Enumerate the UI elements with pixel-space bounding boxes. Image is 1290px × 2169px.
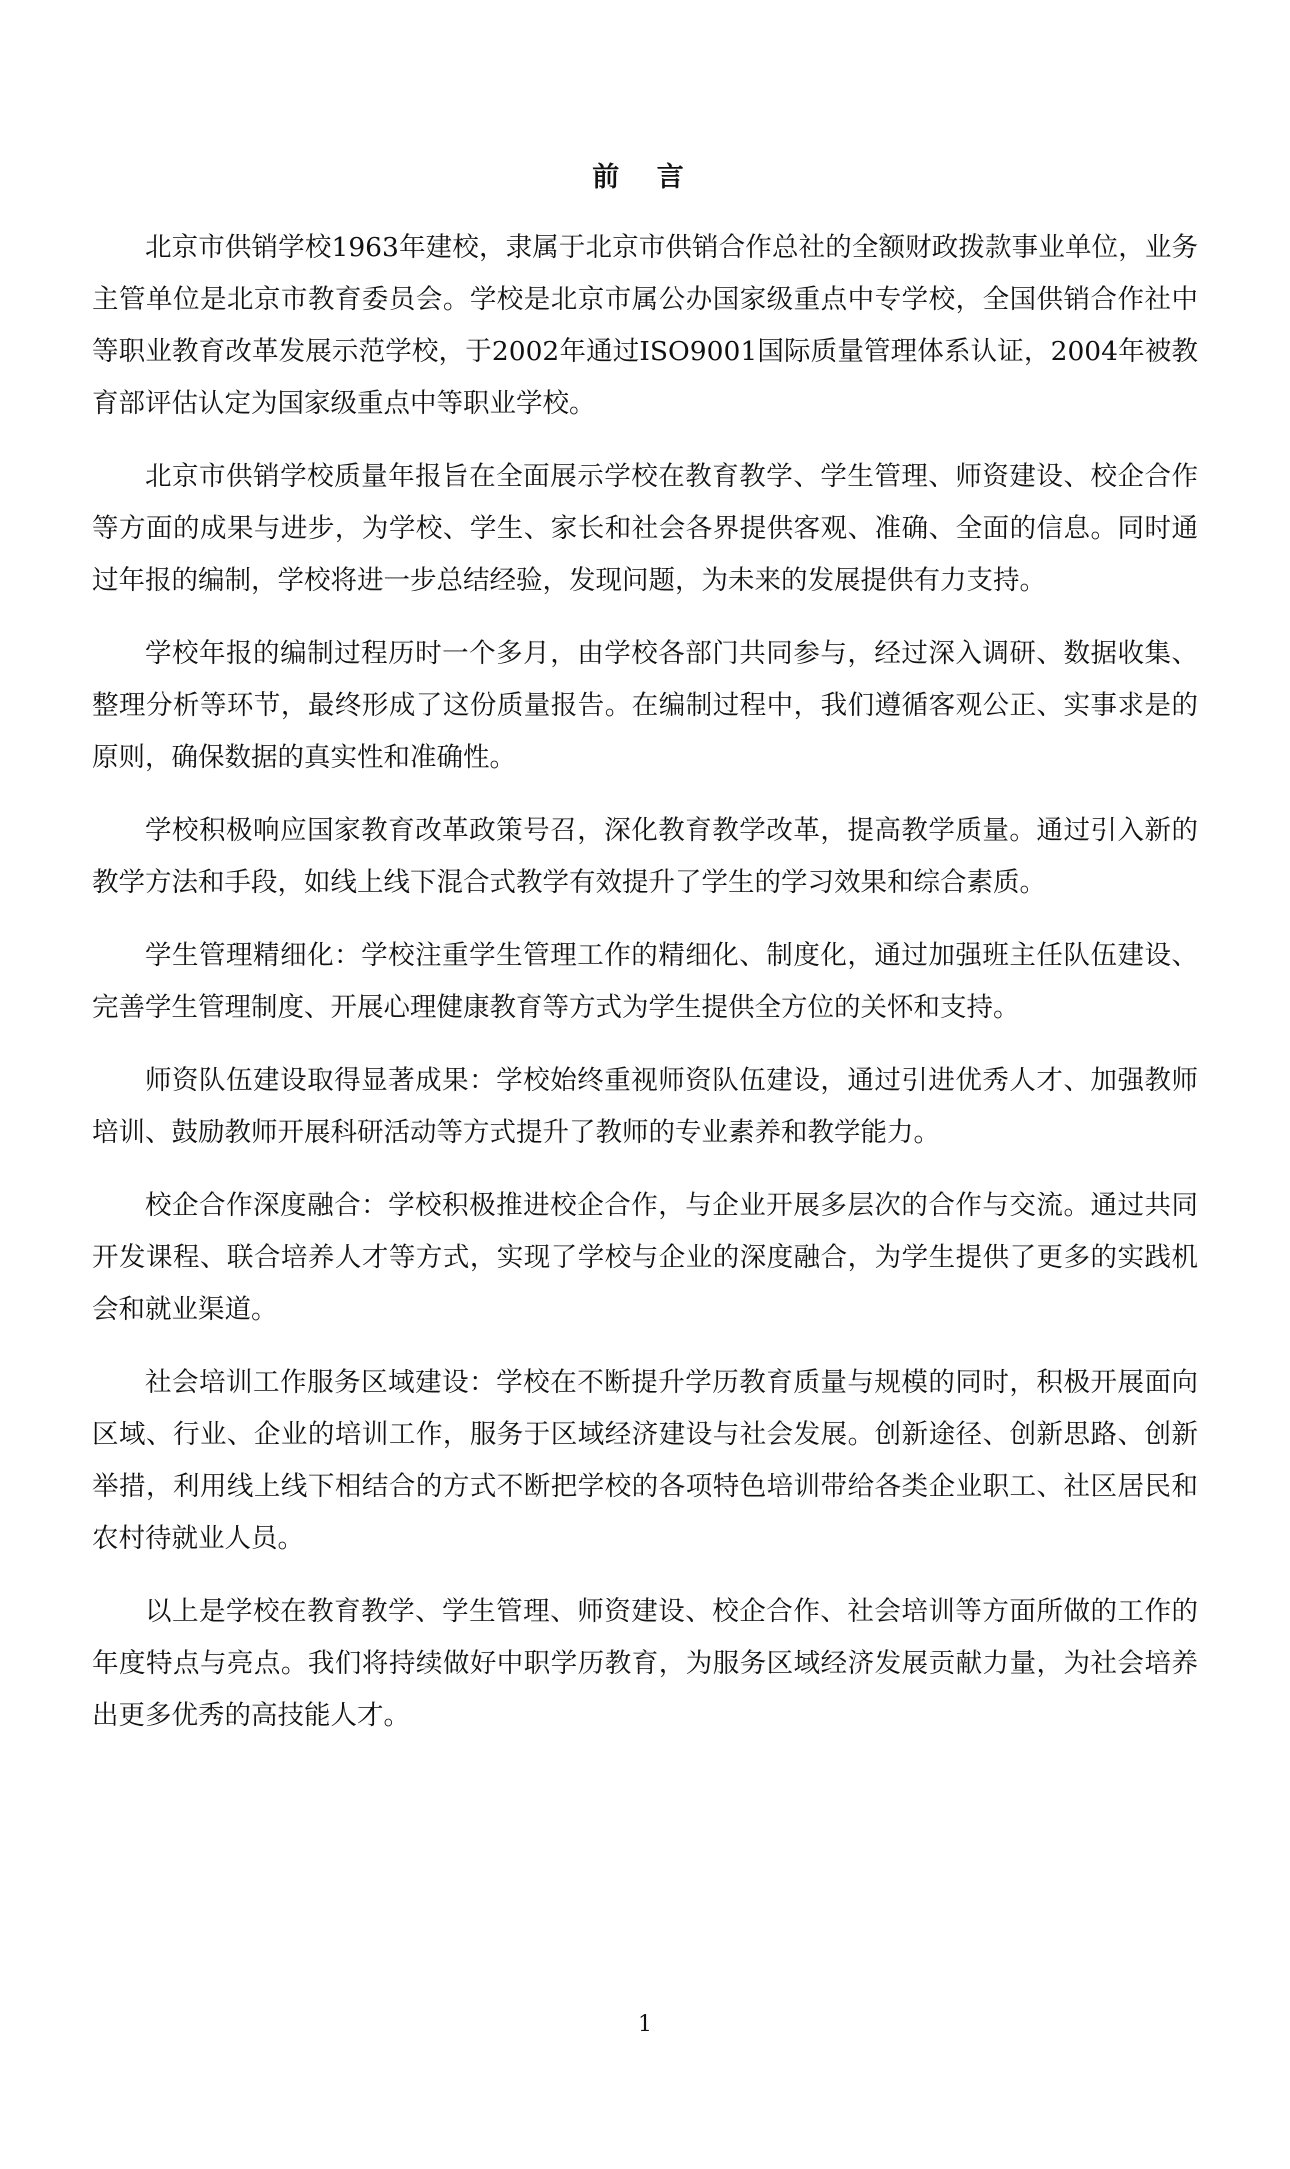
paragraph-conclusion: 以上是学校在教育教学、学生管理、师资建设、校企合作、社会培训等方面所做的工作的年度特点与亮点。我们将持续做好中职学历教育，为服务区域经济发展贡献力量，为社会培养出更多优秀的高技能人才。 — [92, 1596, 1198, 1731]
page-title: 前 言 — [592, 162, 698, 193]
paragraph-report-purpose: 北京市供销学校质量年报旨在全面展示学校在教育教学、学生管理、师资建设、校企合作等方面的成果与进步，为学校、学生、家长和社会各界提供客观、准确、全面的信息。同时通过年报的编制，学校将进一步总结经验，发现问题，为未来的发展提供有力支持。 — [92, 461, 1198, 596]
paragraph-social-training: 社会培训工作服务区域建设：学校在不断提升学历教育质量与规模的同时，积极开展面向区域、行业、企业的培训工作，服务于区域经济建设与社会发展。创新途径、创新思路、创新举措，利用线上线下相结合的方式不断把学校的各项特色培训带给各类企业职工、社区居民和农村待就业人员。 — [92, 1367, 1198, 1554]
paragraph-faculty-development: 师资队伍建设取得显著成果：学校始终重视师资队伍建设，通过引进优秀人才、加强教师培训、鼓励教师开展科研活动等方式提升了教师的专业素养和教学能力。 — [92, 1065, 1198, 1148]
paragraph-report-process: 学校年报的编制过程历时一个多月，由学校各部门共同参与，经过深入调研、数据收集、整理分析等环节，最终形成了这份质量报告。在编制过程中，我们遵循客观公正、实事求是的原则，确保数据的真实性和准确性。 — [92, 638, 1198, 773]
document-body — [92, 222, 1198, 1763]
page-number: 1 — [638, 2012, 652, 2037]
paragraph-school-enterprise: 校企合作深度融合：学校积极推进校企合作，与企业开展多层次的合作与交流。通过共同开发课程、联合培养人才等方式，实现了学校与企业的深度融合，为学生提供了更多的实践机会和就业渠道。 — [92, 1190, 1198, 1325]
paragraph-student-management: 学生管理精细化：学校注重学生管理工作的精细化、制度化，通过加强班主任队伍建设、完善学生管理制度、开展心理健康教育等方式为学生提供全方位的关怀和支持。 — [92, 940, 1198, 1023]
paragraph-teaching-reform: 学校积极响应国家教育改革政策号召，深化教育教学改革，提高教学质量。通过引入新的教学方法和手段，如线上线下混合式教学有效提升了学生的学习效果和综合素质。 — [92, 815, 1198, 898]
paragraph-school-intro: 北京市供销学校1963年建校，隶属于北京市供销合作总社的全额财政拨款事业单位，业务主管单位是北京市教育委员会。学校是北京市属公办国家级重点中专学校，全国供销合作社中等职业教育改革发展示范学校，于2002年通过ISO9001国际质量管理体系认证，2004年被教育部评估认定为国家级重点中等职业学校。 — [92, 232, 1198, 419]
